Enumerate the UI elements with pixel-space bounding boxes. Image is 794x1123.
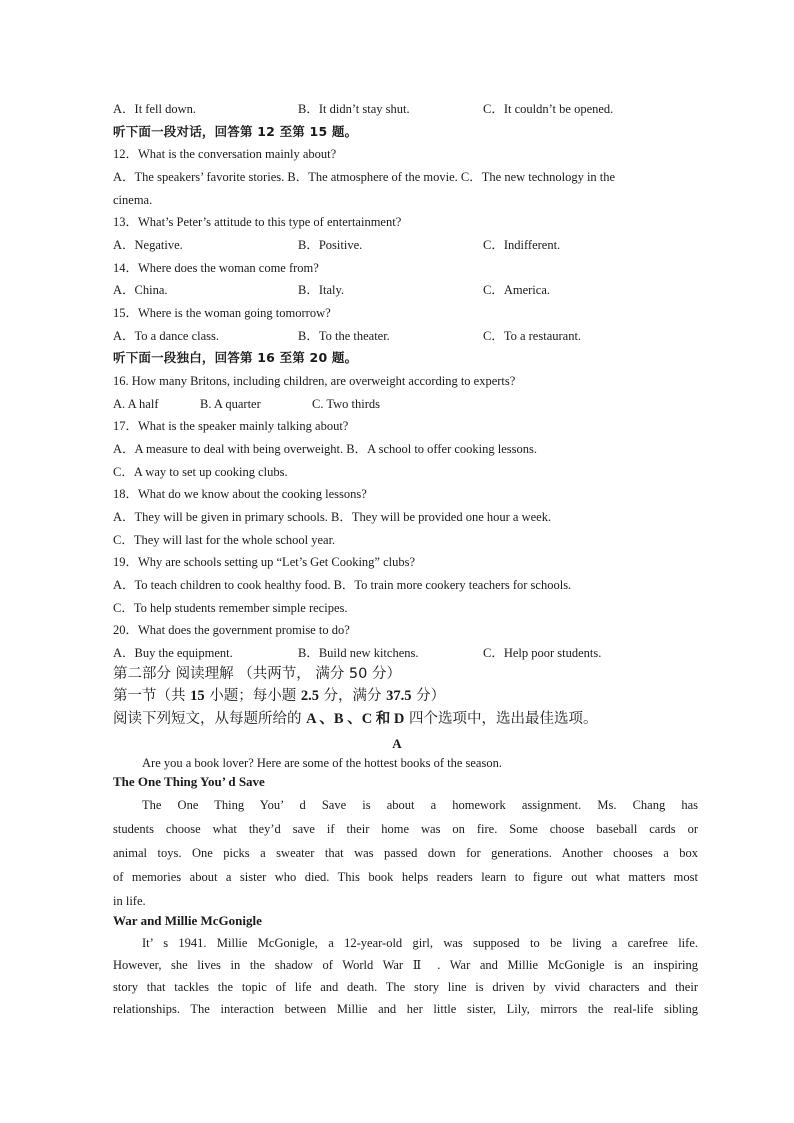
q11-option-b: B．It didn’t stay shut. — [298, 102, 410, 116]
q15-stem: 15．Where is the woman going tomorrow? — [113, 306, 331, 320]
q13-option-b: B．Positive. — [298, 238, 363, 252]
q20-option-a: A．Buy the equipment. — [113, 646, 233, 660]
q15-option-a: A．To a dance class. — [113, 329, 220, 343]
q16-option-b: B. A quarter — [200, 397, 261, 411]
book2-line: story that tackles the topic of life and death. The story line is driven by vivid characters and their — [113, 980, 698, 994]
passage-label: A — [392, 736, 402, 751]
q20-option-c: C．Help poor students. — [483, 646, 602, 660]
book2-line: relationships. The interaction between Millie and her little sister, Lily, mirrors the real-life sibling — [113, 1002, 698, 1016]
book1-line: in life. — [113, 894, 146, 908]
book1-title: The One Thing You’ d Save — [113, 774, 265, 789]
section-heading-16-20: 听下面一段独白，回答第 16 至第 20 题。 — [113, 350, 358, 365]
q12-stem: 12．What is the conversation mainly about? — [113, 147, 337, 161]
book2-line: It’ s 1941. Millie McGonigle, a 12-year-old girl, was supposed to be living a carefree life. — [142, 936, 698, 950]
q20-option-b: B．Build new kitchens. — [298, 646, 419, 660]
book1-line: students choose what they’d save if their home was on fire. Some choose baseball cards or — [113, 822, 698, 836]
q12-options-line1: A．The speakers’ favorite stories. B．The atmosphere of the movie. C．The new technology in the — [113, 170, 616, 184]
book2-title: War and Millie McGonigle — [113, 913, 262, 928]
section-heading-12-15: 听下面一段对话，回答第 12 至第 15 题。 — [113, 124, 358, 139]
q18-stem: 18．What do we know about the cooking lessons? — [113, 487, 367, 501]
passage-intro: Are you a book lover? Here are some of the hottest books of the season. — [142, 756, 502, 770]
q13-stem: 13．What’s Peter’s attitude to this type of entertainment? — [113, 215, 402, 229]
q13-option-a: A．Negative. — [113, 238, 183, 252]
q14-option-a: A．China. — [113, 283, 168, 297]
section1-title: 第一节（共 15 小题；每小题 2.5 分，满分 37.5 分） — [113, 688, 446, 704]
q18-options-line1: A．They will be given in primary schools. B．They will be provided one hour a week. — [113, 510, 552, 524]
q12-options-line2: cinema. — [113, 193, 153, 207]
q17-stem: 17．What is the speaker mainly talking about? — [113, 419, 349, 433]
reading-instruction: 阅读下列短文，从每题所给的 A 、B 、C 和 D 四个选项中，选出最佳选项。 — [113, 711, 598, 727]
q17-options-line1: A．A measure to deal with being overweight. B．A school to offer cooking lessons. — [113, 442, 538, 456]
q20-stem: 20．What does the government promise to do? — [113, 623, 350, 637]
q11-option-c: C．It couldn’t be opened. — [483, 102, 614, 116]
q14-option-c: C．America. — [483, 283, 550, 297]
q18-options-line2: C．They will last for the whole school year. — [113, 533, 336, 547]
q19-options-line1: A．To teach children to cook healthy food. B．To train more cookery teachers for schools. — [113, 578, 572, 592]
q15-option-b: B．To the theater. — [298, 329, 390, 343]
q15-option-c: C．To a restaurant. — [483, 329, 582, 343]
q13-option-c: C．Indifferent. — [483, 238, 561, 252]
q16-option-a: A. A half — [113, 397, 159, 411]
book1-paragraph — [113, 793, 698, 913]
part2-title: 第二部分 阅读理解 （共两节， 满分 50 分） — [113, 666, 401, 682]
book2-paragraph — [113, 932, 698, 1020]
q14-stem: 14．Where does the woman come from? — [113, 261, 319, 275]
q16-stem: 16. How many Britons, including children, are overweight according to experts? — [113, 374, 516, 388]
book1-line: animal toys. One picks a sweater that was passed down for generations. Another chooses a box — [113, 846, 698, 860]
q19-stem: 19．Why are schools setting up “Let’s Get Cooking” clubs? — [113, 555, 416, 569]
q17-options-line2: C．A way to set up cooking clubs. — [113, 465, 288, 479]
book2-line: However, she lives in the shadow of World War Ⅱ . War and Millie McGonigle is an inspiring — [113, 958, 698, 972]
q16-option-c: C. Two thirds — [312, 397, 380, 411]
book1-line: of memories about a sister who died. This book helps readers learn to figure out what matters most — [113, 870, 698, 884]
q11-option-a: A．It fell down. — [113, 102, 196, 116]
q19-options-line2: C．To help students remember simple recipes. — [113, 601, 348, 615]
q14-option-b: B．Italy. — [298, 283, 345, 297]
book1-line: The One Thing You’ d Save is about a homework assignment. Ms. Chang has — [142, 798, 698, 812]
